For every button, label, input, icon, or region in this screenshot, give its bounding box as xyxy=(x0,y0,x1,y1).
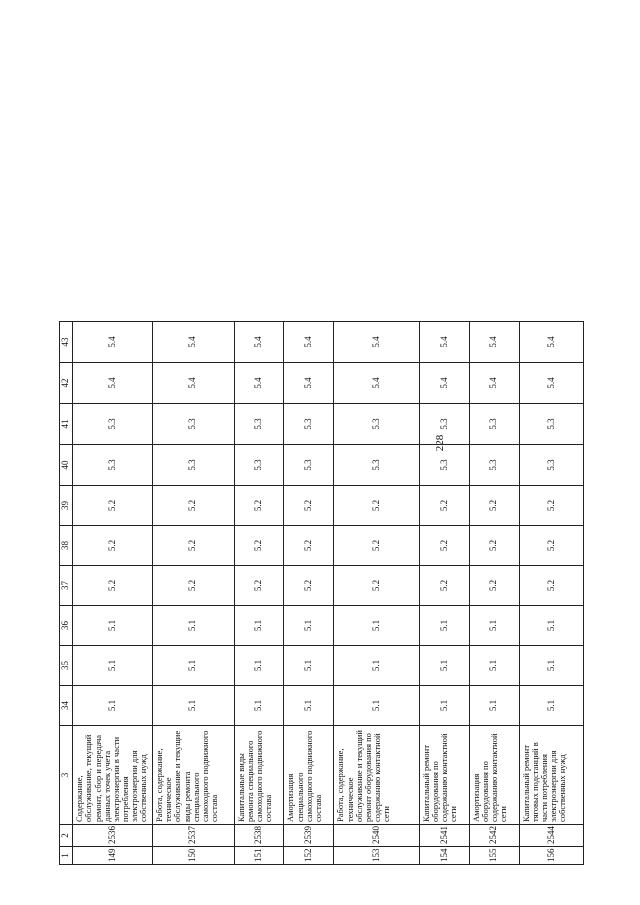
table-row xyxy=(234,322,284,865)
row-value-cell: 5.2 xyxy=(234,486,284,526)
row-value-cell: 5.1 xyxy=(419,686,469,726)
row-code-cell: 2537 xyxy=(153,825,234,847)
row-value-cell: 5.2 xyxy=(73,486,153,526)
row-value-cell: 5.4 xyxy=(419,322,469,363)
column-header: 40 xyxy=(60,445,73,486)
row-value-cell: 5.2 xyxy=(234,526,284,566)
row-description-cell: Капитальные виды ремонта специального самоходного подвижного состава xyxy=(234,726,284,825)
row-value-cell: 5.2 xyxy=(153,566,234,606)
row-value-cell: 5.4 xyxy=(284,322,334,363)
row-value-cell: 5.2 xyxy=(469,486,519,526)
row-value-cell: 5.1 xyxy=(73,646,153,686)
row-value-cell: 5.1 xyxy=(73,686,153,726)
row-value-cell: 5.3 xyxy=(334,404,420,445)
row-description-cell: Амортизация специального самоходного подвижного состава xyxy=(284,726,334,825)
row-value-cell: 5.4 xyxy=(73,363,153,404)
row-value-cell: 5.1 xyxy=(469,646,519,686)
row-value-cell: 5.2 xyxy=(73,566,153,606)
row-code-cell: 2544 xyxy=(519,825,583,847)
row-value-cell: 5.3 xyxy=(284,404,334,445)
table-row xyxy=(284,322,334,865)
row-value-cell: 5.1 xyxy=(234,686,284,726)
row-value-cell: 5.3 xyxy=(284,445,334,486)
row-value-cell: 5.1 xyxy=(73,606,153,646)
row-code-cell: 2540 xyxy=(334,825,420,847)
row-value-cell: 5.3 xyxy=(334,445,420,486)
row-value-cell: 5.3 xyxy=(519,404,583,445)
row-number-cell: 150 xyxy=(153,847,234,865)
row-code-cell: 2538 xyxy=(234,825,284,847)
row-value-cell: 5.3 xyxy=(73,404,153,445)
row-value-cell: 5.1 xyxy=(334,646,420,686)
row-description-cell: Содержание, обслуживание, текущий ремонт, сбор и передача данных точек учета электроэнергии в части потребления электроэнергии для собственных нужд xyxy=(73,726,153,825)
row-value-cell: 5.3 xyxy=(234,445,284,486)
row-value-cell: 5.4 xyxy=(419,363,469,404)
row-value-cell: 5.3 xyxy=(469,404,519,445)
row-value-cell: 5.2 xyxy=(469,526,519,566)
table-row xyxy=(334,322,420,865)
row-value-cell: 5.1 xyxy=(284,646,334,686)
row-description-cell: Амортизация оборудования по содержанию контактной сети xyxy=(469,726,519,825)
row-value-cell: 5.4 xyxy=(469,322,519,363)
row-value-cell: 5.4 xyxy=(334,363,420,404)
row-number-cell: 155 xyxy=(469,847,519,865)
data-table xyxy=(59,321,584,865)
row-value-cell: 5.3 xyxy=(419,404,469,445)
row-value-cell: 5.2 xyxy=(419,566,469,606)
table-row xyxy=(469,322,519,865)
row-value-cell: 5.4 xyxy=(153,322,234,363)
row-value-cell: 5.1 xyxy=(153,606,234,646)
row-value-cell: 5.2 xyxy=(419,526,469,566)
table-row xyxy=(73,322,153,865)
rotated-table-frame xyxy=(59,322,584,865)
row-code-cell: 2536 xyxy=(73,825,153,847)
row-value-cell: 5.2 xyxy=(284,526,334,566)
row-description-cell: Капитальный ремонт оборудования по содержанию контактной сети xyxy=(419,726,469,825)
table-container xyxy=(59,322,584,865)
row-value-cell: 5.2 xyxy=(234,566,284,606)
row-value-cell: 5.2 xyxy=(284,486,334,526)
row-code-cell: 2539 xyxy=(284,825,334,847)
row-value-cell: 5.1 xyxy=(153,646,234,686)
row-value-cell: 5.4 xyxy=(334,322,420,363)
column-header: 43 xyxy=(60,322,73,363)
row-value-cell: 5.1 xyxy=(284,606,334,646)
table-row xyxy=(519,322,583,865)
row-code-cell: 2542 xyxy=(469,825,519,847)
row-value-cell: 5.1 xyxy=(519,646,583,686)
row-value-cell: 5.3 xyxy=(153,404,234,445)
row-value-cell: 5.3 xyxy=(519,445,583,486)
row-description-cell: Работа, содержание, техническое обслуживание и текущие виды ремонта специального самоходного подвижного состава xyxy=(153,726,234,825)
header-row xyxy=(60,322,73,865)
row-value-cell: 5.3 xyxy=(234,404,284,445)
table-row xyxy=(153,322,234,865)
row-value-cell: 5.2 xyxy=(519,566,583,606)
row-value-cell: 5.1 xyxy=(519,686,583,726)
column-header: 2 xyxy=(60,825,73,847)
row-value-cell: 5.2 xyxy=(153,526,234,566)
column-header: 34 xyxy=(60,686,73,726)
row-value-cell: 5.4 xyxy=(519,363,583,404)
column-header: 38 xyxy=(60,526,73,566)
row-value-cell: 5.1 xyxy=(469,606,519,646)
row-number-cell: 151 xyxy=(234,847,284,865)
row-value-cell: 5.4 xyxy=(469,363,519,404)
row-value-cell: 5.1 xyxy=(419,606,469,646)
column-header: 41 xyxy=(60,404,73,445)
row-value-cell: 5.1 xyxy=(334,606,420,646)
table-row xyxy=(419,322,469,865)
row-number-cell: 149 xyxy=(73,847,153,865)
row-value-cell: 5.2 xyxy=(469,566,519,606)
row-number-cell: 152 xyxy=(284,847,334,865)
row-value-cell: 5.2 xyxy=(419,486,469,526)
row-value-cell: 5.2 xyxy=(153,486,234,526)
row-value-cell: 5.1 xyxy=(153,686,234,726)
row-value-cell: 5.1 xyxy=(334,686,420,726)
row-value-cell: 5.1 xyxy=(469,686,519,726)
row-value-cell: 5.2 xyxy=(519,486,583,526)
row-value-cell: 5.4 xyxy=(234,363,284,404)
row-value-cell: 5.2 xyxy=(334,486,420,526)
row-value-cell: 5.1 xyxy=(284,686,334,726)
row-value-cell: 5.2 xyxy=(284,566,334,606)
row-number-cell: 153 xyxy=(334,847,420,865)
column-header: 36 xyxy=(60,606,73,646)
row-value-cell: 5.2 xyxy=(519,526,583,566)
row-code-cell: 2541 xyxy=(419,825,469,847)
row-value-cell: 5.1 xyxy=(234,606,284,646)
row-description-cell: Работа, содержание, техническое обслуживание и текущий ремонт оборудования по содержанию контактной сети xyxy=(334,726,420,825)
column-header: 39 xyxy=(60,486,73,526)
row-value-cell: 5.4 xyxy=(284,363,334,404)
row-number-cell: 156 xyxy=(519,847,583,865)
column-header: 42 xyxy=(60,363,73,404)
table-body xyxy=(60,322,584,865)
column-header: 1 xyxy=(60,847,73,865)
row-description-cell: Капитальный ремонт тяговых подстанций в части потребления электроэнергии для собственных нужд xyxy=(519,726,583,825)
row-value-cell: 5.2 xyxy=(334,566,420,606)
row-value-cell: 5.2 xyxy=(73,526,153,566)
row-value-cell: 5.3 xyxy=(73,445,153,486)
row-value-cell: 5.3 xyxy=(153,445,234,486)
row-value-cell: 5.3 xyxy=(419,445,469,486)
row-value-cell: 5.1 xyxy=(519,606,583,646)
row-value-cell: 5.1 xyxy=(419,646,469,686)
column-header: 37 xyxy=(60,566,73,606)
row-value-cell: 5.4 xyxy=(73,322,153,363)
row-value-cell: 5.1 xyxy=(234,646,284,686)
row-value-cell: 5.3 xyxy=(469,445,519,486)
column-header: 35 xyxy=(60,646,73,686)
row-value-cell: 5.4 xyxy=(519,322,583,363)
row-value-cell: 5.2 xyxy=(334,526,420,566)
page-number: 228 xyxy=(434,434,446,452)
row-value-cell: 5.4 xyxy=(153,363,234,404)
column-header: 3 xyxy=(60,726,73,825)
row-value-cell: 5.4 xyxy=(234,322,284,363)
row-number-cell: 154 xyxy=(419,847,469,865)
